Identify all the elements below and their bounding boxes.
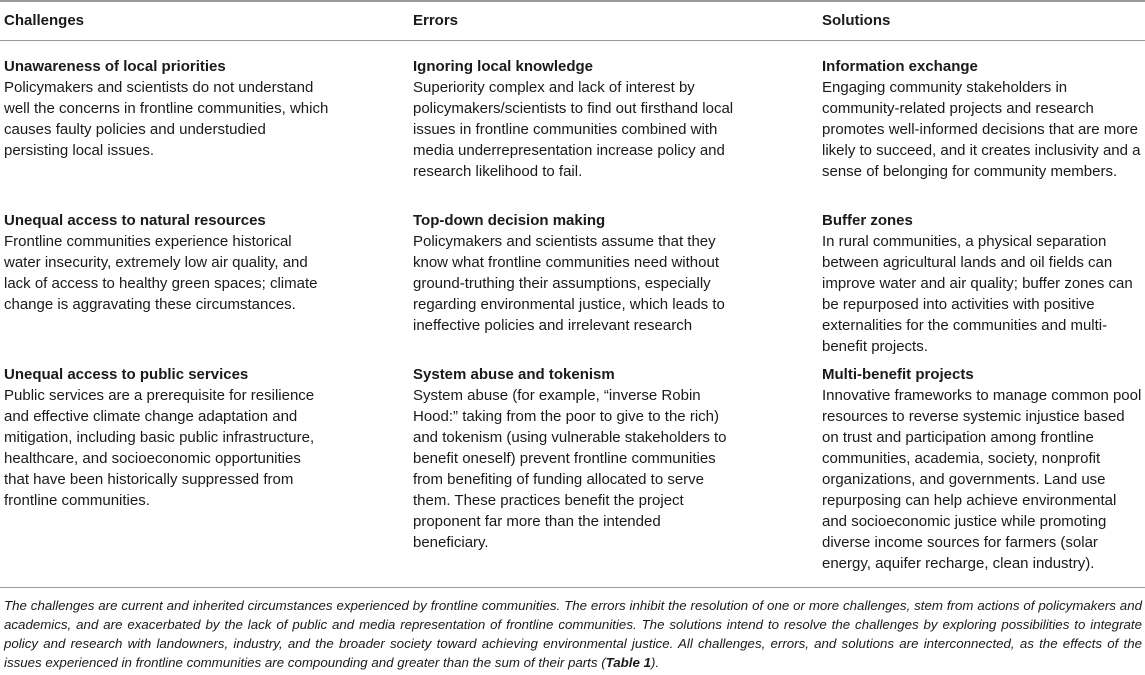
header-challenges: Challenges [4,12,85,29]
cell-title: Multi-benefit projects [822,366,974,383]
table-top-rule [0,0,1145,2]
table-footnote [4,596,1142,672]
table-bottom-rule [0,587,1145,588]
header-rule [0,40,1145,41]
header-solutions: Solutions [822,12,891,29]
table-cell [4,56,329,161]
cell-title: Top-down decision making [413,212,606,229]
table-cell [413,210,738,336]
table-cell [413,56,738,182]
table-cell [4,210,329,315]
cell-body: Policymakers and scientists do not understand well the concerns in frontline communities, which causes faulty policies and understudied persisting local issues. [4,79,329,159]
table-cell [413,364,738,553]
cell-body: Public services are a prerequisite for resilience and effective climate change adaptation and mitigation, including basic public infrastructure, healthcare, and socioeconomic opportunities that have been historically suppressed from frontline communities. [4,387,315,509]
cell-body: Innovative frameworks to manage common pool resources to reverse systemic injustice based on trust and participation among frontline communities, academia, society, nonprofit organizations, and governments. Land use repurposing can help achieve environmental and socioeconomic justice while promoting diverse income sources for farmers (solar energy, aquifer recharge, clean industry). [822,387,1142,572]
cell-title: Ignoring local knowledge [413,58,594,75]
cell-body: In rural communities, a physical separation between agricultural lands and oil fields can improve water and air quality; buffer zones can be repurposed into activities with positive externalities for the communities and multi-benefit projects. [822,233,1133,355]
cell-body: Superiority complex and lack of interest by policymakers/scientists to find out firsthand local issues in frontline communities combined with media underrepresentation increase policy and research likelihood to fail. [413,79,734,180]
cell-title: Unequal access to public services [4,366,249,383]
cell-title: System abuse and tokenism [413,366,615,383]
cell-title: Buffer zones [822,212,913,229]
header-errors: Errors [413,12,459,29]
table-cell [822,56,1144,182]
table-cell [4,364,329,511]
table-cell [822,210,1144,357]
table-reference-link[interactable]: Table 1 [605,655,651,670]
cell-body: Policymakers and scientists assume that they know what frontline communities need without ground-truthing their assumptions, especially regarding environmental justice, which leads to ineffective policies and irrelevant research [413,233,725,334]
footnote-text: The challenges are current and inherited circumstances experienced by frontline communities. The errors inhibit the resolution of one or more challenges, stem from actions of policymakers and academics, and are exacerbated by the lack of public and media representation of frontline communities. The solutions intend to resolve the challenges by exploring possibilities to integrate policy and research with landowners, industry, and the broader society toward achieving environmental justice. All challenges, errors, and solutions are interconnected, as the effects of the issues experienced in frontline communities are compounding and greater than the sum of their parts ( [4,598,1142,670]
cell-title: Unawareness of local priorities [4,58,226,75]
cell-title: Unequal access to natural resources [4,212,266,229]
cell-body: Engaging community stakeholders in community-related projects and research promotes well-informed decisions that are more likely to succeed, and it creates inclusivity and a sense of belonging for community members. [822,79,1141,180]
footnote-end: ). [650,655,660,670]
table-cell [822,364,1144,574]
cell-body: Frontline communities experience historical water insecurity, extremely low air quality, and lack of access to healthy green spaces; climate change is aggravating these circumstances. [4,233,318,313]
cell-body: System abuse (for example, “inverse Robin Hood:” taking from the poor to give to the rich) and tokenism (using vulnerable stakeholders to benefit oneself) prevent frontline communities from benefiting of funding allocated to serve them. These practices benefit the project proponent far more than the intended beneficiary. [413,387,727,551]
cell-title: Information exchange [822,58,978,75]
